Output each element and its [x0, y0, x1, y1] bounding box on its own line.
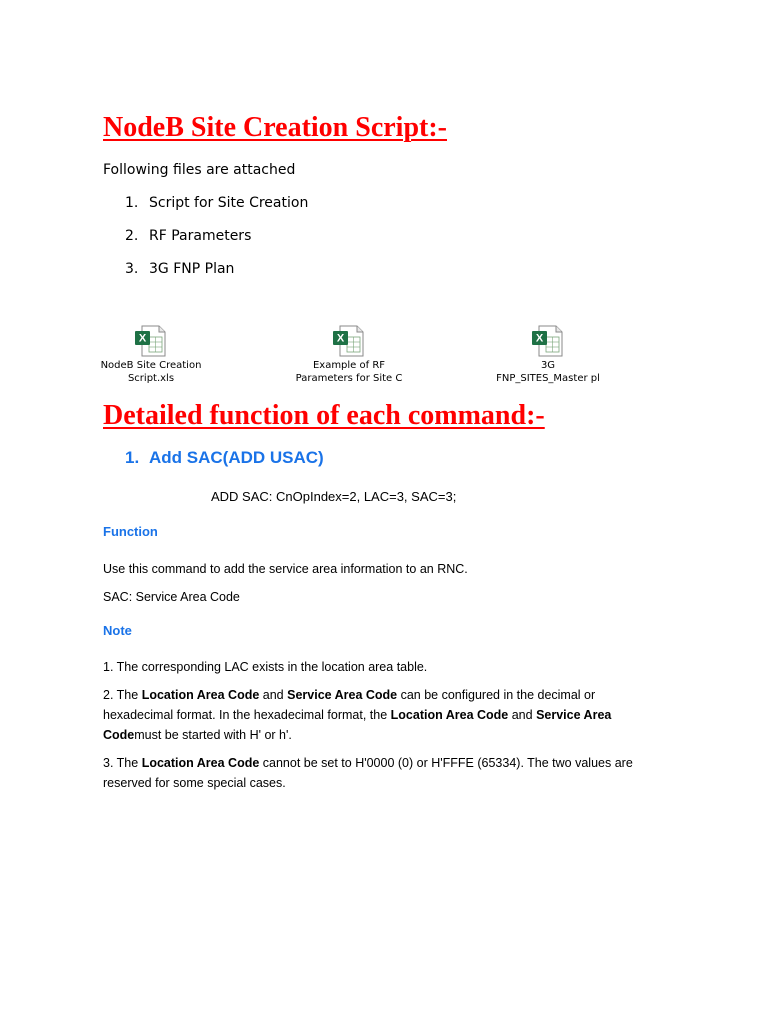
list-item	[125, 261, 234, 277]
sac-text: SAC: Service Area Code	[103, 590, 240, 604]
command-heading	[125, 448, 324, 468]
attachment-label-line1: 3G	[540, 360, 556, 371]
attachment-label-line1: Example of RF	[312, 360, 386, 371]
note-term: Service Area Code	[103, 708, 612, 742]
excel-file-icon	[332, 325, 366, 357]
note-text: 3. The	[103, 756, 142, 770]
note-heading: Note	[103, 623, 132, 638]
note-1: 1. The corresponding LAC exists in the location area table.	[103, 660, 428, 674]
list-item-label: RF Parameters	[149, 228, 252, 244]
list-item-number: 1.	[125, 195, 139, 211]
note-text: and	[508, 708, 537, 722]
excel-file-icon	[531, 325, 565, 357]
list-item-label: 3G FNP Plan	[149, 261, 235, 277]
command-number: 1.	[125, 448, 140, 467]
note-term: Location Area Code	[390, 708, 509, 722]
list-item	[125, 228, 251, 244]
attachment-label-line2: Parameters for Site C	[295, 373, 403, 384]
attachment-nodeb-script[interactable]	[86, 325, 216, 385]
command-label: Add SAC(ADD USAC)	[149, 448, 324, 467]
note-text: 2. The	[103, 688, 142, 702]
list-item-label: Script for Site Creation	[149, 195, 309, 211]
note-text: must be started with H' or h'.	[134, 728, 292, 742]
attachment-fnp-sites[interactable]	[483, 325, 613, 385]
note-text: and	[259, 688, 288, 702]
attachment-label-line1: NodeB Site Creation	[100, 360, 202, 371]
list-item-number: 3.	[125, 261, 139, 277]
list-item	[125, 195, 308, 211]
function-text: Use this command to add the service area information to an RNC.	[103, 562, 468, 576]
section-title: Detailed function of each command:-	[103, 400, 545, 431]
note-2	[103, 685, 663, 745]
svg-text:X: X	[336, 332, 345, 345]
note-term: Location Area Code	[141, 756, 260, 770]
note-text: can be configured in the decimal or hexadecimal format. In the hexadecimal format, the	[103, 688, 596, 722]
page-title: NodeB Site Creation Script:-	[103, 112, 447, 143]
excel-file-icon	[134, 325, 168, 357]
note-term: Service Area Code	[287, 688, 398, 702]
attachment-label-line2: Script.xls	[127, 373, 175, 384]
note-3	[103, 753, 663, 793]
svg-text:X: X	[138, 332, 147, 345]
intro-text: Following files are attached	[103, 162, 296, 178]
function-heading: Function	[103, 524, 158, 539]
note-term: Location Area Code	[141, 688, 260, 702]
attachment-rf-parameters[interactable]	[284, 325, 414, 385]
svg-text:X: X	[535, 332, 544, 345]
command-example: ADD SAC: CnOpIndex=2, LAC=3, SAC=3;	[211, 489, 457, 504]
list-item-number: 2.	[125, 228, 139, 244]
attachment-label-line2: FNP_SITES_Master pl	[496, 373, 600, 384]
note-text: cannot be set to H'0000 (0) or H'FFFE (65334). The two values are reserved for some special cases.	[103, 756, 633, 790]
